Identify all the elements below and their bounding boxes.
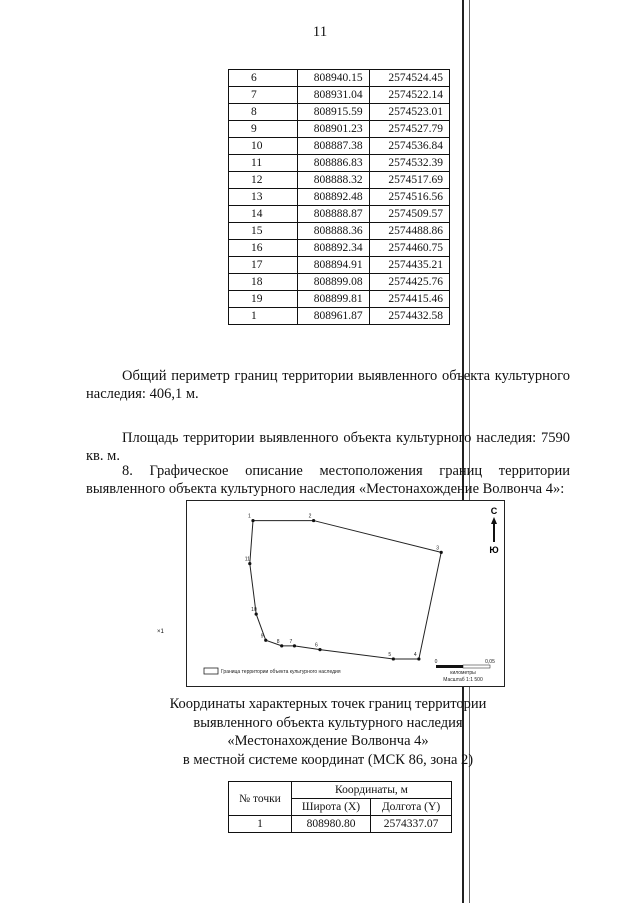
cell-lon: 2574460.75	[369, 240, 449, 257]
header-point: № точки	[229, 782, 292, 816]
cell-point: 7	[229, 87, 298, 104]
perimeter-text: Общий периметр границ территории выявленного объекта культурного наследия: 406,1 м.	[86, 368, 570, 402]
caption-line-3: «Местонахождение Волвонча 4»	[227, 733, 429, 749]
cell-point: 6	[229, 70, 298, 87]
cell-lat: 808899.81	[297, 291, 369, 308]
cell-lon: 2574435.21	[369, 257, 449, 274]
cell-point: 14	[229, 206, 298, 223]
legend-text: Граница территории объекта культурного наследия	[221, 669, 341, 675]
cell-lon: 2574532.39	[369, 155, 449, 172]
cell-lon: 2574425.76	[369, 274, 449, 291]
south-label: Ю	[489, 545, 499, 555]
coordinates-caption	[150, 695, 506, 769]
cell-point: 9	[229, 121, 298, 138]
cell-lat: 808894.91	[297, 257, 369, 274]
boundary-point	[251, 519, 254, 522]
area-text: Площадь территории выявленного объекта культурного наследия: 7590 кв. м.	[86, 430, 570, 464]
table-row	[229, 257, 450, 274]
table-row	[229, 240, 450, 257]
scale-right-label: 0,05	[485, 659, 495, 665]
cell-lat: 808888.87	[297, 206, 369, 223]
boundary-point	[264, 639, 267, 642]
north-label: С	[490, 506, 498, 516]
boundary-point	[392, 657, 395, 660]
section-8-text: 8. Графическое описание местоположения границ территории выявленного объекта культурного наследия «Местонахождение Волвонча 4»:	[86, 463, 570, 497]
coordinates-table	[228, 69, 450, 325]
cell-lat: 808961.87	[297, 308, 369, 325]
boundary-point-label: 2	[308, 513, 312, 520]
boundary-point	[293, 644, 296, 647]
table-row	[229, 206, 450, 223]
scale-unit: километры	[450, 670, 476, 676]
cell-lon: 2574432.58	[369, 308, 449, 325]
cell-lat: 808888.36	[297, 223, 369, 240]
boundary-point-label: 7	[289, 638, 293, 645]
cell-point: 11	[229, 155, 298, 172]
point-coordinates-table	[228, 781, 452, 833]
boundary-point	[318, 648, 321, 651]
table-row	[229, 155, 450, 172]
caption-line-2: выявленного объекта культурного наследия	[193, 714, 463, 731]
cell-point: 18	[229, 274, 298, 291]
boundary-point-label: 3	[436, 545, 439, 552]
cell-point: 12	[229, 172, 298, 189]
cell-lat: 808915.59	[297, 104, 369, 121]
caption-line-1: Координаты характерных точек границ территории	[169, 696, 487, 712]
cell-point: 15	[229, 223, 298, 240]
cell-lat: 808892.34	[297, 240, 369, 257]
table-row	[229, 291, 450, 308]
cell-lon: 2574527.79	[369, 121, 449, 138]
table-row	[229, 172, 450, 189]
cell-point: 13	[229, 189, 298, 206]
cell-lon: 2574509.57	[369, 206, 449, 223]
cell-lat: 808887.38	[297, 138, 369, 155]
page-number: 11	[312, 24, 328, 40]
cell-point: 19	[229, 291, 298, 308]
table-row	[229, 816, 452, 833]
cell-lon: 2574523.01	[369, 104, 449, 121]
table-row	[229, 223, 450, 240]
cell-lat: 808888.32	[297, 172, 369, 189]
cell-lat: 808901.23	[297, 121, 369, 138]
table-row	[229, 70, 450, 87]
header-lon: Долгота (Y)	[371, 799, 452, 816]
table-row	[229, 274, 450, 291]
boundary-point-label: 11	[244, 556, 251, 563]
boundary-point-label: 1	[247, 513, 251, 520]
cell-lat: 808892.48	[297, 189, 369, 206]
boundary-point	[312, 519, 315, 522]
header-coords: Координаты, м	[292, 782, 452, 799]
cell-lon: 2574524.45	[369, 70, 449, 87]
table-row	[229, 87, 450, 104]
scale-ratio: Масштаб 1:1 500	[443, 677, 483, 683]
boundary-point-label: 9	[260, 633, 264, 640]
cell-lon: 2574415.46	[369, 291, 449, 308]
header-lat: Широта (X)	[292, 799, 371, 816]
cell-point: 8	[229, 104, 298, 121]
boundary-point-label: 4	[413, 651, 417, 658]
boundary-point-label: 8	[276, 638, 280, 645]
legend-swatch	[204, 668, 218, 674]
map-legend	[204, 668, 341, 675]
cell-lat: 808899.08	[297, 274, 369, 291]
table-row	[229, 104, 450, 121]
cell-lat: 808886.83	[297, 155, 369, 172]
boundary-point	[280, 644, 283, 647]
boundary-point-label: 6	[314, 642, 318, 649]
cell-lat: 808980.80	[292, 816, 371, 833]
cell-lon: 2574337.07	[371, 816, 452, 833]
boundary-point-label: 10	[251, 607, 257, 614]
cell-point: 1	[229, 816, 292, 833]
table-row	[229, 189, 450, 206]
cell-lon: 2574516.56	[369, 189, 449, 206]
scale-left-label: 0	[434, 659, 438, 665]
cell-lat: 808940.15	[297, 70, 369, 87]
cell-lat: 808931.04	[297, 87, 369, 104]
boundary-point	[417, 657, 420, 660]
cell-lon: 2574522.14	[369, 87, 449, 104]
map-side-mark: ×1	[157, 629, 164, 635]
boundary-point-label: 5	[388, 651, 392, 658]
table-row	[229, 121, 450, 138]
cell-point: 17	[229, 257, 298, 274]
caption-line-4: в местной системе координат (МСК 86, зона 2)	[182, 751, 474, 768]
cell-point: 10	[229, 138, 298, 155]
cell-point: 1	[229, 308, 298, 325]
cell-lon: 2574536.84	[369, 138, 449, 155]
table-row	[229, 308, 450, 325]
cell-point: 16	[229, 240, 298, 257]
cell-lon: 2574488.86	[369, 223, 449, 240]
cell-lon: 2574517.69	[369, 172, 449, 189]
boundary-point	[440, 551, 443, 554]
boundary-map	[186, 500, 505, 687]
table-row	[229, 138, 450, 155]
